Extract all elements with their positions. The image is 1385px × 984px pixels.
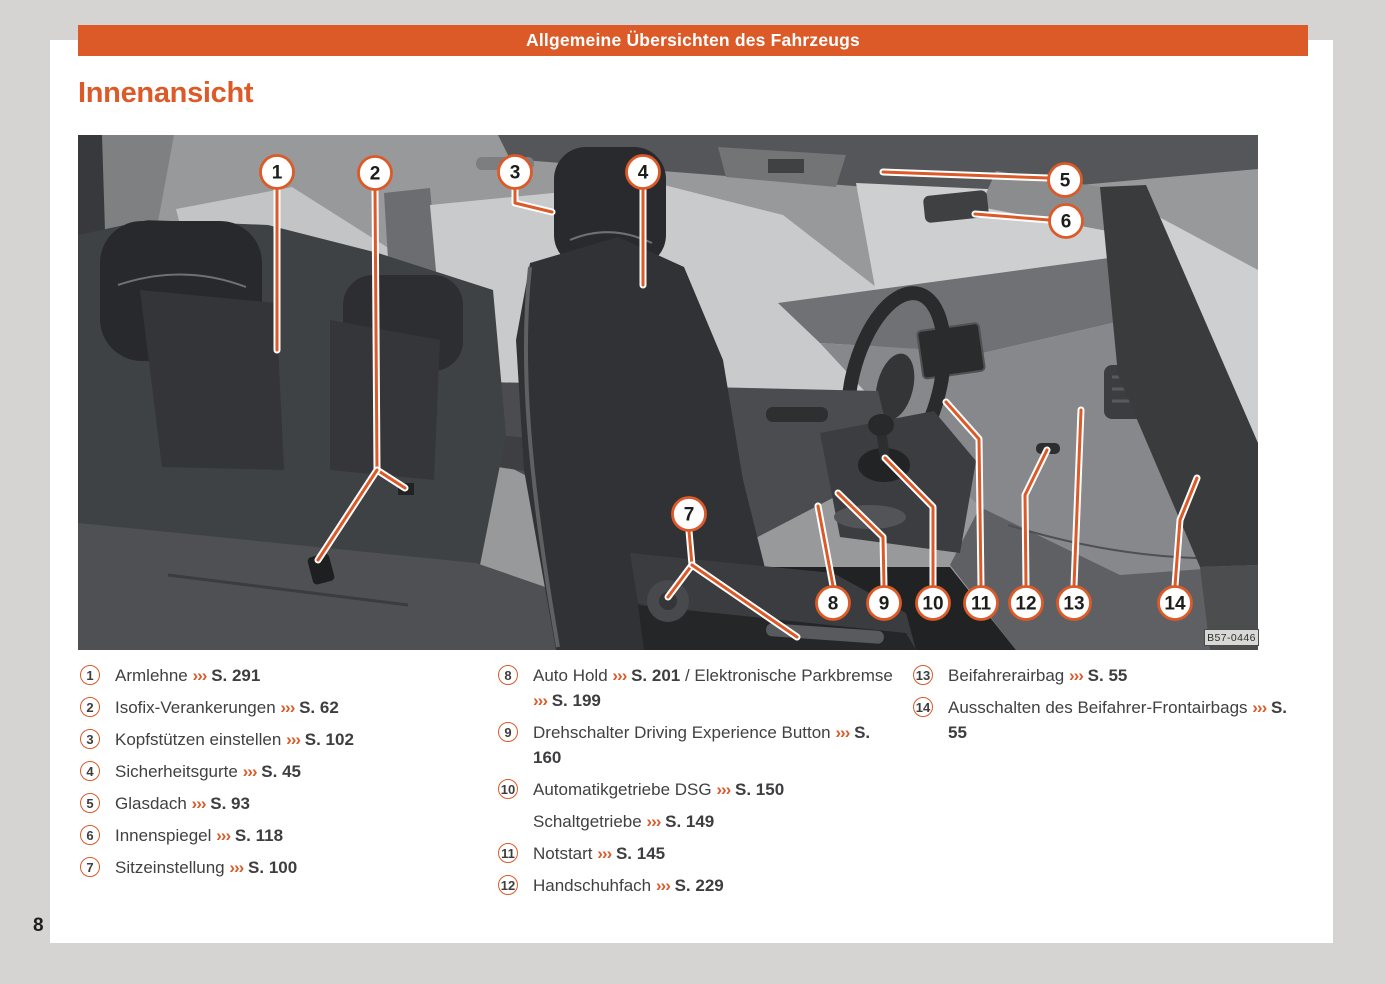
legend-item-number xyxy=(498,841,533,863)
legend-item-number xyxy=(498,873,533,895)
callout-number: 10 xyxy=(922,593,944,615)
legend-ref-page: S. 145 xyxy=(611,844,666,863)
legend-ref-chevron: ››› xyxy=(835,723,850,742)
legend-number-circle: 13 xyxy=(913,665,933,685)
legend-ref-page: S. 55 xyxy=(948,698,1288,742)
legend-column-3 xyxy=(913,663,1313,752)
legend-item-number xyxy=(498,720,533,742)
legend-ref-page: S. 150 xyxy=(730,780,785,799)
legend-item-number xyxy=(913,663,948,685)
legend-label-text: Sicherheitsgurte xyxy=(115,762,243,781)
callout-number: 7 xyxy=(683,504,695,526)
legend-ref-chevron: ››› xyxy=(716,780,731,799)
legend-ref-chevron: ››› xyxy=(191,794,206,813)
legend-ref-chevron: ››› xyxy=(1252,698,1267,717)
legend-number-circle: 3 xyxy=(80,729,100,749)
legend-column-1 xyxy=(80,663,490,887)
legend-number-circle: 5 xyxy=(80,793,100,813)
legend-item xyxy=(498,809,903,834)
legend-label-text: Isofix-Verankerungen xyxy=(115,698,281,717)
legend-item-text xyxy=(115,695,339,720)
legend-ref-chevron: ››› xyxy=(1068,666,1083,685)
legend-ref-page: S. 149 xyxy=(660,812,715,831)
legend-ref-page: S. 201 xyxy=(626,666,681,685)
legend-label-text: Handschuhfach xyxy=(533,876,656,895)
legend-label-text: Sitzeinstellung xyxy=(115,858,230,877)
interior-figure-svg xyxy=(78,135,1258,650)
legend-label-text: Glasdach xyxy=(115,794,192,813)
legend-ref-page: S. 291 xyxy=(206,666,261,685)
legend-item-text xyxy=(948,695,1293,745)
legend-item xyxy=(80,759,490,784)
legend-number-circle: 6 xyxy=(80,825,100,845)
legend-number-circle: 14 xyxy=(913,697,933,717)
legend-ref-page: S. 62 xyxy=(294,698,339,717)
legend-number-circle: 11 xyxy=(498,843,518,863)
callout-number: 13 xyxy=(1063,593,1085,615)
legend-column-2 xyxy=(498,663,903,905)
legend-number-circle: 8 xyxy=(498,665,518,685)
legend-item xyxy=(913,695,1313,745)
callout-number: 11 xyxy=(970,593,992,615)
interior-figure xyxy=(78,135,1258,650)
legend-ref-chevron: ››› xyxy=(646,812,661,831)
legend-item-number xyxy=(80,855,115,877)
callout-number: 2 xyxy=(369,163,381,185)
legend-ref-chevron: ››› xyxy=(280,698,295,717)
callout-number: 8 xyxy=(827,593,839,615)
legend-label-text: Kopfstützen einstellen xyxy=(115,730,287,749)
legend-item-text xyxy=(948,663,1127,688)
legend-item xyxy=(913,663,1313,688)
callout-number: 3 xyxy=(509,162,521,184)
legend-ref-chevron: ››› xyxy=(192,666,207,685)
legend-item-text xyxy=(115,759,301,784)
legend-ref-chevron: ››› xyxy=(655,876,670,895)
legend-item xyxy=(80,695,490,720)
legend-label-text: Innenspiegel xyxy=(115,826,217,845)
legend-item-text xyxy=(115,855,297,880)
legend-ref-page: S. 160 xyxy=(533,723,871,767)
legend-ref-page: S. 229 xyxy=(669,876,724,895)
legend-item xyxy=(498,777,903,802)
legend-ref-chevron: ››› xyxy=(597,844,612,863)
legend-item-text xyxy=(533,841,665,866)
callout-number: 14 xyxy=(1164,593,1186,615)
legend-item xyxy=(80,663,490,688)
legend-label-text: Schaltgetriebe xyxy=(533,812,647,831)
legend-number-circle: 2 xyxy=(80,697,100,717)
legend-item xyxy=(498,663,903,713)
legend-number-circle: 1 xyxy=(80,665,100,685)
legend-item xyxy=(498,720,903,770)
legend-ref-page: S. 118 xyxy=(230,826,284,845)
legend-item-text xyxy=(533,777,784,802)
legend-item xyxy=(498,873,903,898)
legend-item-number xyxy=(498,809,533,811)
legend-number-circle: 4 xyxy=(80,761,100,781)
chapter-header-bar xyxy=(78,25,1308,56)
page-number: 8 xyxy=(33,915,44,936)
legend-number-circle: 10 xyxy=(498,779,518,799)
callout-number: 6 xyxy=(1060,211,1072,233)
legend-item-number xyxy=(80,727,115,749)
legend-item-text xyxy=(115,663,260,688)
legend-number-circle: 7 xyxy=(80,857,100,877)
legend-ref-page: S. 45 xyxy=(256,762,301,781)
legend-label-text: Beifahrerairbag xyxy=(948,666,1069,685)
legend-number-circle: 12 xyxy=(498,875,518,895)
legend-ref-page: S. 102 xyxy=(300,730,354,749)
legend-item xyxy=(498,841,903,866)
legend-item-text xyxy=(115,791,250,816)
legend-label-text: Drehschalter Driving Experience Button xyxy=(533,723,836,742)
legend-ref-page: S. 199 xyxy=(546,691,601,710)
callout-number: 4 xyxy=(637,162,649,184)
legend-item-number xyxy=(913,695,948,717)
legend-item xyxy=(80,727,490,752)
callout-number: 1 xyxy=(271,162,283,184)
legend-label-text: Notstart xyxy=(533,844,598,863)
legend-ref-chevron: ››› xyxy=(286,730,301,749)
legend-item-text xyxy=(115,823,283,848)
legend-item xyxy=(80,791,490,816)
legend-item-number xyxy=(80,695,115,717)
legend-item-text xyxy=(533,663,903,713)
legend-ref-page: S. 55 xyxy=(1082,666,1128,685)
legend-item-number xyxy=(498,777,533,799)
callout-number: 5 xyxy=(1059,170,1071,192)
legend-label-text: Armlehne xyxy=(115,666,193,685)
callout-number: 9 xyxy=(878,593,890,615)
legend-item xyxy=(80,855,490,880)
legend-item-text xyxy=(115,727,354,752)
legend-ref-page: S. 100 xyxy=(243,858,298,877)
legend-item-text xyxy=(533,720,903,770)
figure-code-label: B57-0446 xyxy=(1204,629,1259,646)
chapter-header-title: Allgemeine Übersichten des Fahrzeugs xyxy=(526,30,860,50)
legend-label-text: Automatikgetriebe DSG xyxy=(533,780,717,799)
legend-label-text: / Elektronische Parkbremse xyxy=(680,666,893,685)
legend-label-text: Ausschalten des Beifahrer-Frontairbags xyxy=(948,698,1253,717)
legend-item xyxy=(80,823,490,848)
legend-item-number xyxy=(498,663,533,685)
legend-ref-page: S. 93 xyxy=(205,794,250,813)
legend-item-text xyxy=(533,809,714,834)
legend-item-number xyxy=(80,663,115,685)
legend-item-text xyxy=(533,873,724,898)
legend-ref-chevron: ››› xyxy=(612,666,627,685)
legend-ref-chevron: ››› xyxy=(533,691,547,710)
callout-number: 12 xyxy=(1015,593,1037,615)
legend-ref-chevron: ››› xyxy=(229,858,244,877)
legend-label-text: Auto Hold xyxy=(533,666,613,685)
legend-ref-chevron: ››› xyxy=(216,826,231,845)
legend-number-circle: 9 xyxy=(498,722,518,742)
legend-ref-chevron: ››› xyxy=(242,762,257,781)
legend-item-number xyxy=(80,823,115,845)
legend-item-number xyxy=(80,791,115,813)
page-title: Innenansicht xyxy=(78,77,254,109)
legend-item-number xyxy=(80,759,115,781)
